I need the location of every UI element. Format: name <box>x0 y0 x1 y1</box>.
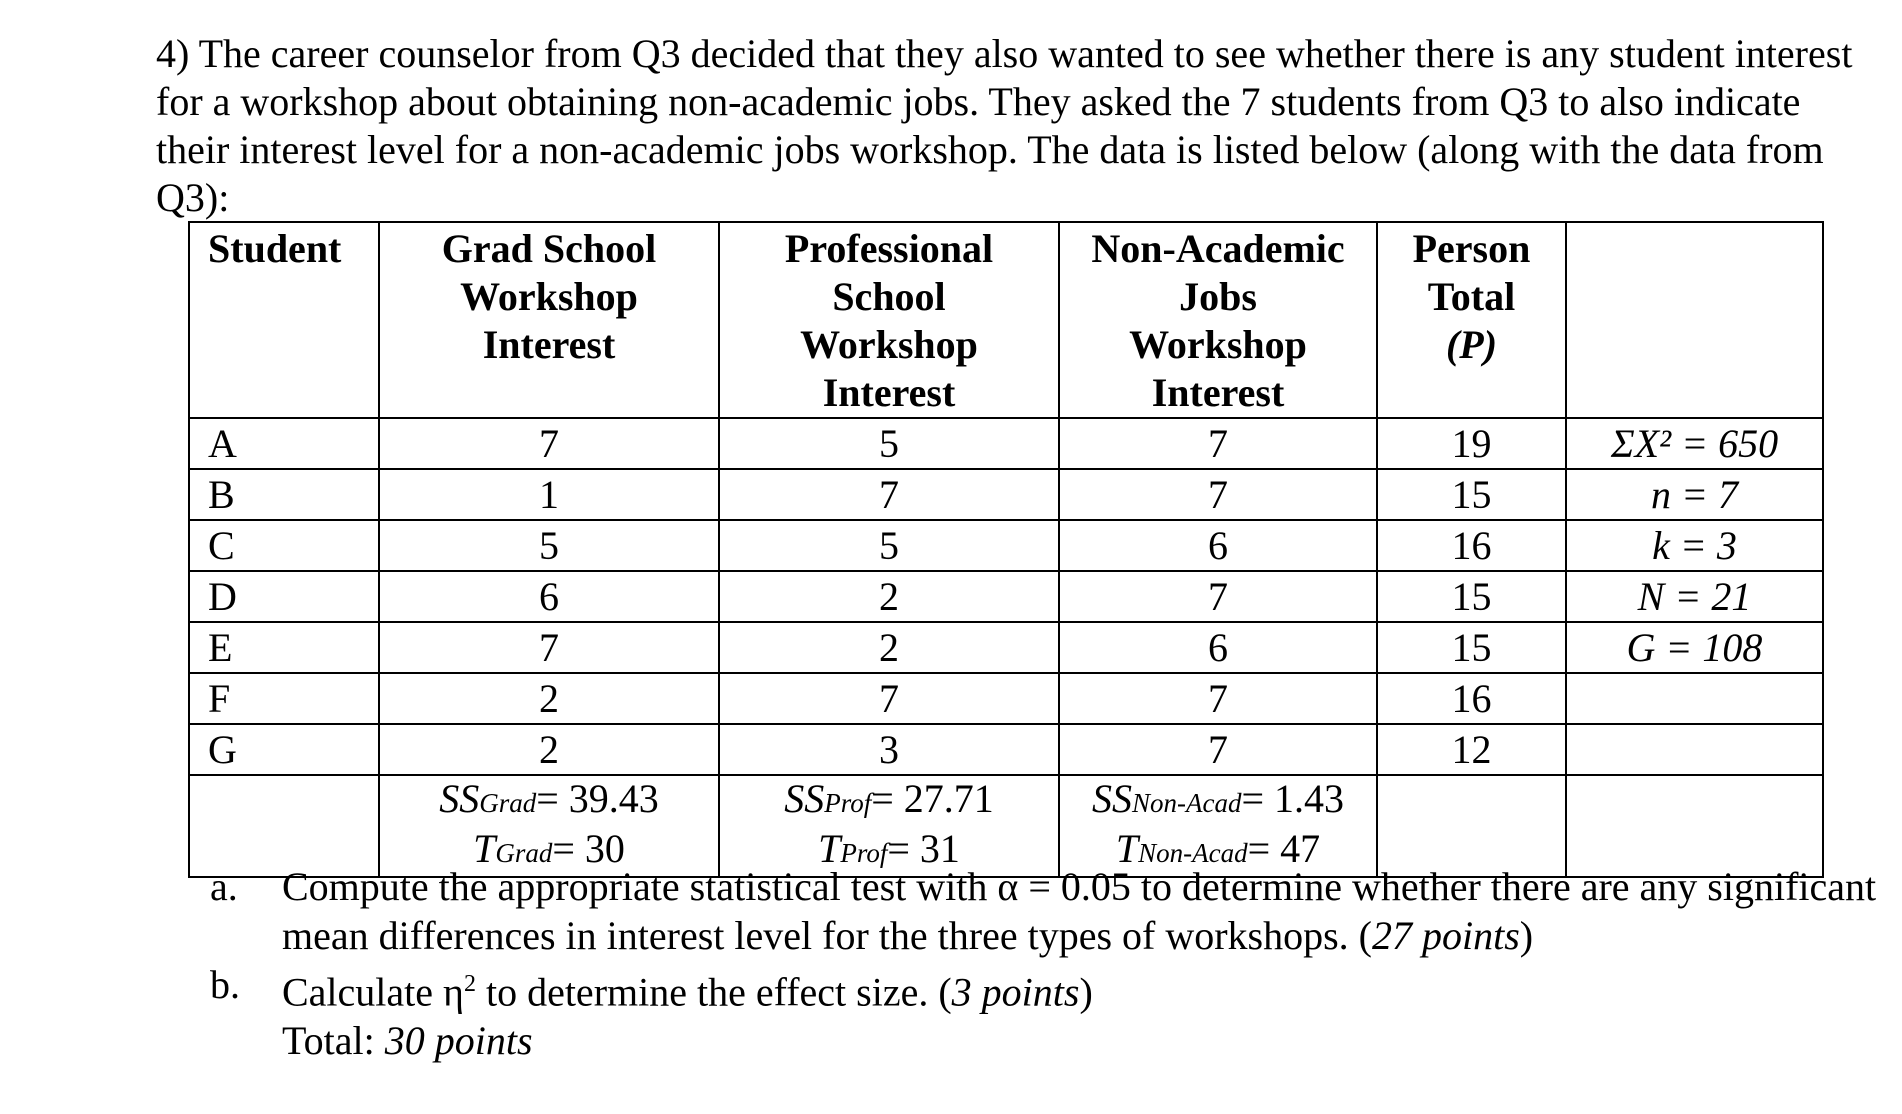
cell-grad: 7 <box>379 418 719 469</box>
header-grad-line: Workshop <box>460 274 638 319</box>
cell-student: D <box>189 571 379 622</box>
cell-person-total: 15 <box>1377 571 1566 622</box>
cell-student: A <box>189 418 379 469</box>
question-b-points: 3 points <box>951 969 1080 1015</box>
header-prof <box>719 222 1059 418</box>
cell-nonacad: 7 <box>1059 724 1377 775</box>
question-b-marker: b. <box>210 962 240 1007</box>
cell-grad: 2 <box>379 673 719 724</box>
header-grad-line: Interest <box>482 322 616 367</box>
table-row <box>189 520 1823 571</box>
ss-grad: SSGrad= 39.43 <box>439 776 659 821</box>
cell-stat: n = 7 <box>1566 469 1823 520</box>
t-nonacad: TNon-Acad= 47 <box>1115 826 1321 871</box>
question-a-marker: a. <box>210 864 238 909</box>
data-table <box>188 221 1824 878</box>
cell-prof: 2 <box>719 571 1059 622</box>
table-row <box>189 724 1823 775</box>
cell-student: F <box>189 673 379 724</box>
table-row <box>189 418 1823 469</box>
table-row <box>189 469 1823 520</box>
header-nonacad-line: Interest <box>1151 370 1285 415</box>
ss-nonacad: SSNon-Acad= 1.43 <box>1091 776 1345 821</box>
header-prof-line: Interest <box>822 370 956 415</box>
header-person-line: Person <box>1412 226 1531 271</box>
header-person-total <box>1377 222 1566 418</box>
cell-nonacad: 7 <box>1059 418 1377 469</box>
cell-stat: k = 3 <box>1566 520 1823 571</box>
cell-grad: 1 <box>379 469 719 520</box>
header-person-line: Total <box>1427 274 1516 319</box>
cell-person-total: 12 <box>1377 724 1566 775</box>
cell-person-total: 19 <box>1377 418 1566 469</box>
cell-student: B <box>189 469 379 520</box>
question-a <box>210 862 1890 960</box>
cell-nonacad: 6 <box>1059 622 1377 673</box>
question-b <box>210 960 1890 1016</box>
header-nonacad <box>1059 222 1377 418</box>
cell-student: C <box>189 520 379 571</box>
table-row <box>189 673 1823 724</box>
question-b-text: Calculate $\eta^2$ to determine the effect size. (3 points) <box>282 969 1093 1015</box>
cell-nonacad: 6 <box>1059 520 1377 571</box>
cell-stat: ΣX² = 650 <box>1566 418 1823 469</box>
cell-grad: 2 <box>379 724 719 775</box>
cell-stat <box>1566 724 1823 775</box>
header-nonacad-line: Jobs <box>1179 274 1257 319</box>
cell-grad: 6 <box>379 571 719 622</box>
cell-nonacad: 7 <box>1059 469 1377 520</box>
cell-prof: 5 <box>719 418 1059 469</box>
header-nonacad-line: Workshop <box>1129 322 1307 367</box>
header-student: Student <box>189 222 379 418</box>
header-person-line: (P) <box>1445 322 1498 367</box>
cell-person-total: 15 <box>1377 469 1566 520</box>
header-nonacad-line: Non-Academic <box>1091 226 1345 271</box>
cell-prof: 7 <box>719 469 1059 520</box>
cell-stat <box>1566 673 1823 724</box>
question-a-points: 27 points <box>1372 913 1520 958</box>
header-prof-line: Workshop <box>800 322 978 367</box>
t-grad: TGrad= 30 <box>473 826 625 871</box>
ss-prof: SSProf= 27.71 <box>784 776 994 821</box>
cell-person-total: 16 <box>1377 520 1566 571</box>
cell-grad: 7 <box>379 622 719 673</box>
cell-nonacad: 7 <box>1059 673 1377 724</box>
cell-nonacad: 7 <box>1059 571 1377 622</box>
cell-grad: 5 <box>379 520 719 571</box>
cell-student: E <box>189 622 379 673</box>
question-a-text: Compute the appropriate statistical test with α = 0.05 to determine whether there are any significant mean differences in interest level for the three types of workshops. (27 points) <box>282 864 1877 958</box>
header-row <box>189 222 1823 418</box>
table-row <box>189 571 1823 622</box>
cell-student: G <box>189 724 379 775</box>
cell-prof: 3 <box>719 724 1059 775</box>
t-prof: TProf= 31 <box>818 826 960 871</box>
question-intro: 4) The career counselor from Q3 decided that they also wanted to see whether there is any student interest for a workshop about obtaining non-academic jobs. They asked the 7 students from Q3 to also indicate their interest level for a non-academic jobs workshop. The data is listed below (along with the data from Q3): <box>156 31 1853 220</box>
cell-prof: 5 <box>719 520 1059 571</box>
cell-stat: N = 21 <box>1566 571 1823 622</box>
header-empty <box>1566 222 1823 418</box>
header-prof-line: Professional <box>784 226 994 271</box>
question-parts <box>210 862 1890 1065</box>
cell-prof: 2 <box>719 622 1059 673</box>
cell-stat: G = 108 <box>1566 622 1823 673</box>
total-points: Total: 30 points <box>282 1018 533 1064</box>
table-row <box>189 622 1823 673</box>
header-prof-line: School <box>832 274 946 319</box>
cell-person-total: 15 <box>1377 622 1566 673</box>
header-grad-line: Grad School <box>441 226 657 271</box>
header-grad <box>379 222 719 418</box>
cell-person-total: 16 <box>1377 673 1566 724</box>
cell-prof: 7 <box>719 673 1059 724</box>
